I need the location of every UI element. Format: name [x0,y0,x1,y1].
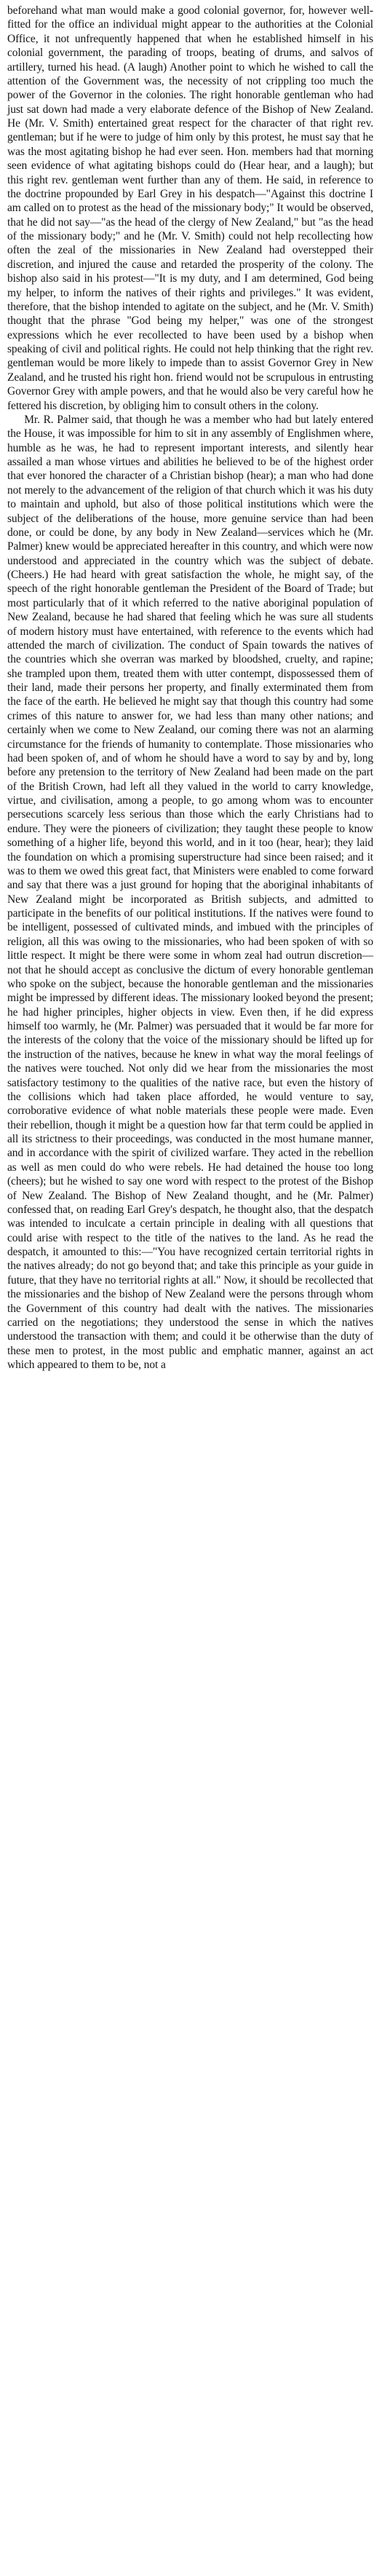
paragraph-continued: beforehand what man would make a good colonial governor, for, however well-fitted for the office an individual might appear to the authorities at the Colonial Office, it not unfrequently happened that when he established himself in his colonial government, the parading of troops, beating of drums, and salvos of artillery, turned his head. (A laugh) Another point to which he wished to call the attention of the Government was, the necessity of not crippling too much the power of the Governor in the colonies. The right honorable gentleman who had just sat down had made a very elaborate defence of the Bishop of New Zealand. He (Mr. V. Smith) entertained great respect for the character of that right rev. gentleman; but if he were to judge of him only by this protest, he must say that he was the most agitating bishop he had ever seen. Hon. members had that morning seen evidence of what agitating bishops could do (Hear hear, and a laugh); but this right rev. gentleman went further than any of them. He said, in reference to the doctrine propounded by Earl Grey in his despatch—"Against this doctrine I am called on to protest as the head of the missionary body;" It would be observed, that he did not say—"as the head of the clergy of New Zealand," but "as the head of the missionary body;" and he (Mr. V. Smith) could not help recollecting how often the zeal of the missionaries in New Zealand had overstepped their discretion, and injured the cause and retarded the prosperity of the colony. The bishop also said in his protest—"It is my duty, and I am determined, God being my helper, to inform the natives of their rights and privileges." It was evident, therefore, that the bishop intended to agitate on the subject, and he (Mr. V. Smith) thought that the phrase "God being my helper," was one of the strongest expressions which he ever recollected to have been used by a bishop when speaking of civil and political rights. He could not help thinking that the right rev. gentleman would be more likely to impede than to assist Governor Grey in New Zealand, and he trusted his right hon. friend would not be scrupulous in entrusting Governor Grey with ample powers, and that he would also be very careful how he fettered his discretion, by obliging him to consult others in the colony. [7,4,373,412]
paragraph-palmer-speech: Mr. R. Palmer said, that though he was a member who had but lately entered the House, it was impossible for him to sit in any assembly of Englishmen where, humble as he was, he had to represent important interests, and silently hear assailed a man whose virtues and abilities he believed to be of the highest order that ever honored the character of a Christian bishop (hear); a man who had done not merely to the advancement of the religion of that church which it was his duty to maintain and uphold, but also of those political institutions which were the subject of the deliberations of the house, more genuine service than had been done, or could be done, by any body in New Zealand—services which he (Mr. Palmer) knew would be appreciated hereafter in this country, and which were now understood and appreciated in the country which was the subject of debate. (Cheers.) He had heard with great satisfaction the whole, he might say, of the speech of the right honorable gentleman the President of the Board of Trade; but most particularly that of it which referred to the native aboriginal population of New Zealand, because he had shared that feeling which he was sure all students of modern history must have entertained, with reference to the events which had attended the march of civilization. The conduct of Spain towards the natives of the countries which she overran was marked by bloodshed, cruelty, and rapine; she trampled upon them, treated them with utter contempt, dispossessed them of their land, made their persons her property, and finally exterminated them from the face of the earth. He believed he might say that though this country had some crimes of this nature to answer for, we had less than many other nations; and certainly when we come to New Zealand, our coming there was not an alarming circumstance for the friends of humanity to contemplate. Those missionaries who had been spoken of, and of whom he should have a word to say by and by, long before any pretension to the territory of New Zealand had been made on the part of the British Crown, had left all they valued in the world to carry knowledge, virtue, and civilisation, among a people, to go among whom was to encounter persecutions scarcely less serious than those which the early Christians had to endure. They were the pioneers of civilization; they taught these people to know something of a higher life, beyond this world, and in it too (hear, hear); they laid the foundation on which a promising superstructure had since been raised; and it was to them we owed this great fact, that Ministers were enabled to come forward and say that there was a just ground for hoping that the aboriginal inhabitants of New Zealand might be incorporated as British subjects, and admitted to participate in the benefits of our political institutions. If the natives were found to be intelligent, possessed of cultivated minds, and imbued with the principles of religion, all this was owing to the missionaries, who had been spoken of with so little respect. It might be there were some in whom zeal had outrun discretion—not that he should accept as conclusive the dictum of every honorable gentleman who spoke on the subject, because the honorable gentleman and the missionaries might be impressed by different ideas. The missionary looked beyond the present; he had higher principles, higher objects in view. Even then, if he did express himself too warmly, he (Mr. Palmer) was persuaded that it would be far more for the interests of the colony that the voice of the missionary should be lifted up for the instruction of the natives, because he knew in what way the moral feelings of the natives were touched. Not only did we hear from the missionaries the most satisfactory testimony to the qualities of the native race, but even the history of the collisions which had taken place afforded, he would venture to say, corroborative evidence of what noble materials these people were made. Even their rebellion, though it might be a question how far that term could be applied in all its strictness to their proceedings, was conducted in the most humane manner, and in accordance with the spirit of civilized warfare. They acted in the rebellion as well as men could do who were rebels. He had detained the house too long (cheers); but he wished to say one word with respect to the protest of the Bishop of New Zealand. The Bishop of New Zealand thought, and he (Mr. Palmer) confessed that, on reading Earl Grey's despatch, he thought also, that the despatch was intended to inculcate a certain principle in dealing with all questions that could arise with respect to the title of the natives to the land. As he read the despatch, it amounted to this:—"You have recognized certain territorial rights in the natives already; do not go beyond that; and take this principle as your guide in future, that they have no territorial rights at all." Now, it should be recollected that the missionaries and the bishop of New Zealand were the persons through whom the Government of this country had dealt with the natives. The missionaries carried on the negotiations; they understood the sense in which the natives understood the transaction with them; and could it be otherwise than the duty of these men to protest, in the most public and emphatic manner, against an act which appeared to them to be, not a [7,413,373,1371]
